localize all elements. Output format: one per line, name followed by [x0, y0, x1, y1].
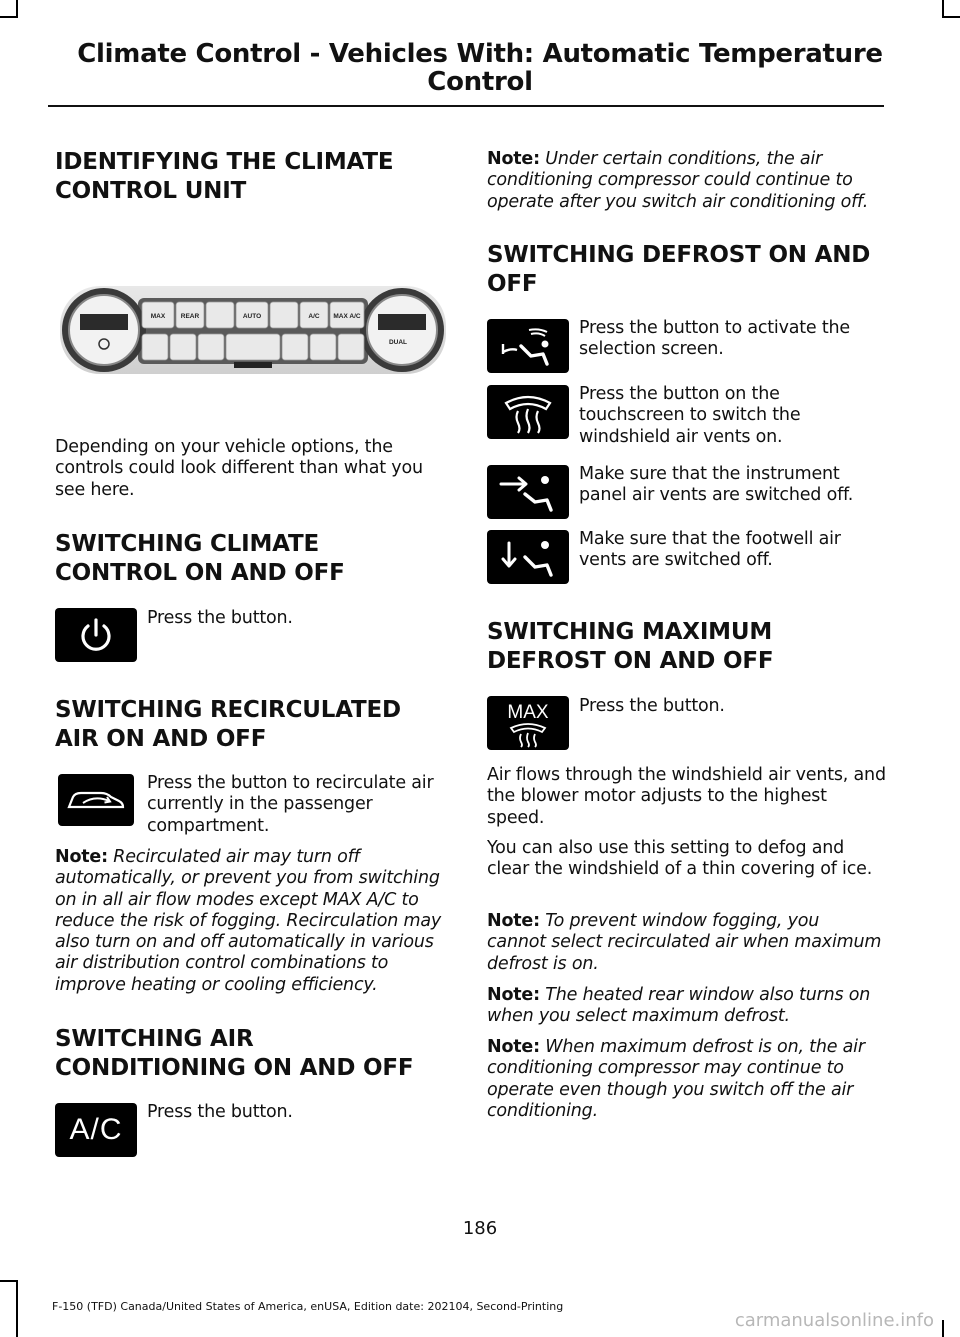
section-heading-identify: IDENTIFYING THE CLIMATE CONTROL UNIT [55, 149, 394, 204]
max-defrost-note-2 [487, 985, 882, 1028]
max-defrost-note-1-text: To prevent window fogging, you cannot select recirculated air when maximum defrost is on. [487, 911, 882, 974]
crop-mark [0, 16, 18, 18]
climate-onoff-instruction: Press the button. [147, 608, 293, 628]
max-defrost-note-1 [487, 911, 882, 975]
max-defrost-icon-label: MAX [507, 702, 549, 723]
crop-mark [0, 1280, 18, 1282]
max-defrost-icon [487, 696, 569, 750]
watermark: carmanualsonline.info [734, 1310, 934, 1331]
section-heading-recirculated-air: SWITCHING RECIRCULATED AIR ON AND OFF [55, 697, 401, 752]
identify-description: Depending on your vehicle options, the controls could look different than what you see here. [55, 437, 423, 500]
crop-mark [942, 16, 960, 18]
max-defrost-note-2-text: The heated rear window also turns on when you select maximum defrost. [487, 985, 871, 1027]
defog-description: You can also use this setting to defog and clear the windshield of a thin covering of ice. [487, 838, 873, 880]
header-divider [48, 105, 884, 107]
panel-label-rear: REAR [180, 313, 200, 320]
note-label: Note: [55, 847, 108, 867]
note-label: Note: [487, 1037, 540, 1057]
panel-label-dual: DUAL [388, 339, 408, 346]
section-heading-climate-onoff: SWITCHING CLIMATE CONTROL ON AND OFF [55, 531, 345, 586]
panel-label-ac: A/C [308, 313, 320, 320]
ac-compressor-note [487, 149, 882, 213]
note-label: Note: [487, 985, 540, 1005]
defrost-step-2: Press the button on the touchscreen to switch the windshield air vents on. [579, 384, 801, 447]
ac-button-icon [55, 1103, 137, 1157]
panel-label-max-ac: MAX A/C [333, 313, 361, 320]
panel-label-auto: AUTO [242, 313, 262, 320]
note-label: Note: [487, 149, 540, 169]
footwell-vents-icon [487, 530, 569, 584]
max-defrost-instruction: Press the button. [579, 696, 725, 716]
defrost-step-3: Make sure that the instrument panel air vents are switched off. [579, 464, 854, 506]
recirculate-instruction: Press the button to recirculate air currently in the passenger compartment. [147, 773, 434, 836]
page-number: 186 [462, 1218, 498, 1239]
windshield-defrost-icon [487, 385, 569, 439]
ac-icon-label: A/C [69, 1113, 123, 1146]
defrost-step-4: Make sure that the footwell air vents are switched off. [579, 529, 841, 571]
max-defrost-note-3 [487, 1037, 882, 1122]
airflow-description: Air flows through the windshield air vents, and the blower motor adjusts to the highest speed. [487, 765, 886, 828]
panel-label-max: MAX [150, 313, 166, 320]
power-button-icon [55, 608, 137, 662]
page-header-title: Climate Control - Vehicles With: Automatic Temperature Control [77, 39, 883, 97]
crop-mark [942, 1320, 944, 1337]
crop-mark [16, 1280, 18, 1337]
note-label: Note: [487, 911, 540, 931]
section-heading-air-conditioning: SWITCHING AIR CONDITIONING ON AND OFF [55, 1026, 414, 1081]
section-heading-max-defrost: SWITCHING MAXIMUM DEFROST ON AND OFF [487, 619, 774, 674]
ac-instruction: Press the button. [147, 1102, 293, 1122]
section-heading-defrost: SWITCHING DEFROST ON AND OFF [487, 242, 871, 297]
air-distribution-icon [487, 319, 569, 373]
ac-compressor-note-text: Under certain conditions, the air conditioning compressor could continue to operate after you switch air conditioning off. [487, 149, 869, 212]
panel-vents-icon [487, 465, 569, 519]
recirculate-air-icon [58, 774, 134, 826]
max-defrost-note-3-text: When maximum defrost is on, the air conditioning compressor may continue to operate even though you switch off the air conditioning. [487, 1037, 865, 1121]
recirculate-note-text: Recirculated air may turn off automatically, or prevent you from switching on in all air flow modes except MAX A/C to reduce the risk of fogging. Recirculation may also turn on and off automatically in various air distribution control combinations to improve heating or cooling efficiency. [55, 847, 442, 995]
recirculate-note [55, 847, 450, 996]
edition-footer: F-150 (TFD) Canada/United States of America, enUSA, Edition date: 202104, Second-Printing [52, 1300, 564, 1313]
climate-control-panel-illustration [58, 278, 448, 384]
defrost-step-1: Press the button to activate the selection screen. [579, 318, 850, 360]
